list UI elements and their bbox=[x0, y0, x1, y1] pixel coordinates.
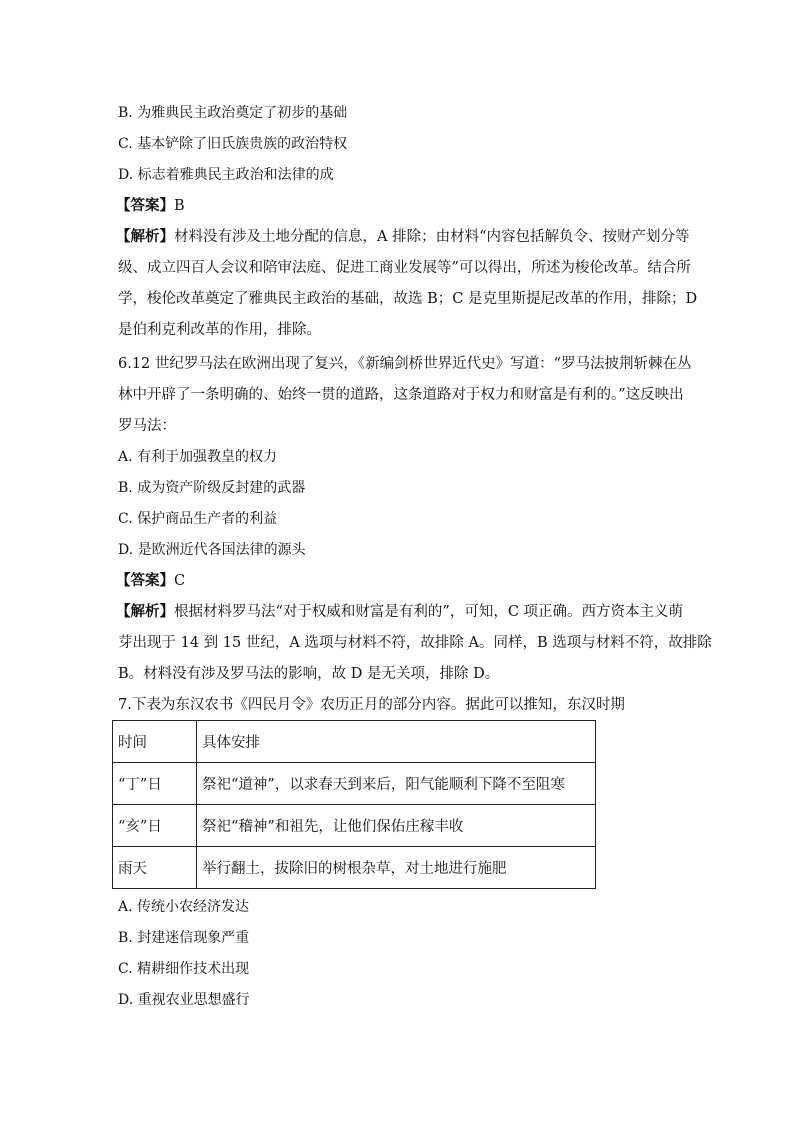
q6-answer bbox=[116, 571, 676, 591]
q5-analysis-line-4: 是伯利克利改革的作用，排除。 bbox=[118, 322, 321, 338]
analysis-tag: 【解析】 bbox=[116, 603, 174, 620]
q6-analysis-line-2: 芽出现于 14 到 15 世纪，A 选项与材料不符，故排除 A。同样，B 选项与材料不符，故排除 bbox=[118, 635, 712, 651]
q7-stem: 7.下表为东汉农书《四民月令》农历正月的部分内容。据此可以推知，东汉时期 bbox=[118, 697, 625, 713]
q5-analysis-line-1 bbox=[116, 227, 690, 247]
q5-analysis-line-3: 学，梭伦改革奠定了雅典民主政治的基础，故选 B；C 是克里斯提尼改革的作用，排除；D bbox=[118, 291, 698, 307]
q5-option-c: C. 基本铲除了旧氏族贵族的政治特权 bbox=[118, 136, 348, 152]
q6-stem-line-2: 林中开辟了一条明确的、始终一贯的道路，这条道路对于权力和财富是有利的。”这反映出 bbox=[118, 387, 684, 403]
q6-analysis-line-1 bbox=[116, 602, 684, 622]
q5-option-d: D. 标志着雅典民主政治和法律的成 bbox=[118, 167, 334, 183]
q6-option-c: C. 保护商品生产者的利益 bbox=[118, 511, 278, 527]
q6-option-d: D. 是欧洲近代各国法律的源头 bbox=[118, 542, 306, 558]
q6-stem-line-1: 6.12 世纪罗马法在欧洲出现了复兴，《新编剑桥世界近代史》写道：“罗马法披荆斩棘在丛 bbox=[118, 356, 692, 372]
answer-value: B bbox=[174, 198, 185, 214]
table-cell: 祭祀“道神”，以求春天到来后，阳气能顺利下降不至阻寒 bbox=[197, 763, 596, 805]
q5-analysis-line-2: 级、成立四百人会议和陪审法庭、促进工商业发展等”可以得出，所述为梭伦改革。结合所 bbox=[118, 260, 691, 276]
q6-option-b: B. 成为资产阶级反封建的武器 bbox=[118, 480, 306, 496]
q6-stem-line-3: 罗马法： bbox=[118, 418, 176, 434]
q7-option-a: A. 传统小农经济发达 bbox=[118, 899, 250, 915]
answer-value: C bbox=[174, 573, 186, 589]
table-cell: 雨天 bbox=[113, 847, 197, 889]
analysis-text: 根据材料罗马法“对于权威和财富是有利的”，可知，C 项正确。西方资本主义萌 bbox=[174, 604, 684, 620]
q7-option-c: C. 精耕细作技术出现 bbox=[118, 961, 250, 977]
table-cell: 举行翻土，拔除旧的树根杂草，对土地进行施肥 bbox=[197, 847, 596, 889]
table-header-row bbox=[113, 721, 596, 763]
analysis-tag: 【解析】 bbox=[116, 228, 174, 245]
q7-table bbox=[112, 720, 596, 889]
table-cell: “亥”日 bbox=[113, 805, 197, 847]
table-header-arrangement: 具体安排 bbox=[197, 721, 596, 763]
analysis-text: 材料没有涉及土地分配的信息，A 排除；由材料“内容包括解负令、按财产划分等 bbox=[174, 229, 690, 245]
answer-tag: 【答案】 bbox=[116, 572, 174, 589]
q6-analysis-line-3: B。材料没有涉及罗马法的影响，故 D 是无关项，排除 D。 bbox=[118, 666, 500, 682]
table-header-time: 时间 bbox=[113, 721, 197, 763]
answer-tag: 【答案】 bbox=[116, 197, 174, 214]
table-row bbox=[113, 763, 596, 805]
q7-option-d: D. 重视农业思想盛行 bbox=[118, 992, 250, 1008]
q7-option-b: B. 封建迷信现象严重 bbox=[118, 930, 250, 946]
q6-option-a: A. 有利于加强教皇的权力 bbox=[118, 449, 278, 465]
table-row bbox=[113, 805, 596, 847]
table-cell: “丁”日 bbox=[113, 763, 197, 805]
q5-answer bbox=[116, 196, 676, 216]
q5-option-b: B. 为雅典民主政治奠定了初步的基础 bbox=[118, 105, 348, 121]
table-cell: 祭祀“稽神”和祖先，让他们保佑庄稼丰收 bbox=[197, 805, 596, 847]
table-row bbox=[113, 847, 596, 889]
